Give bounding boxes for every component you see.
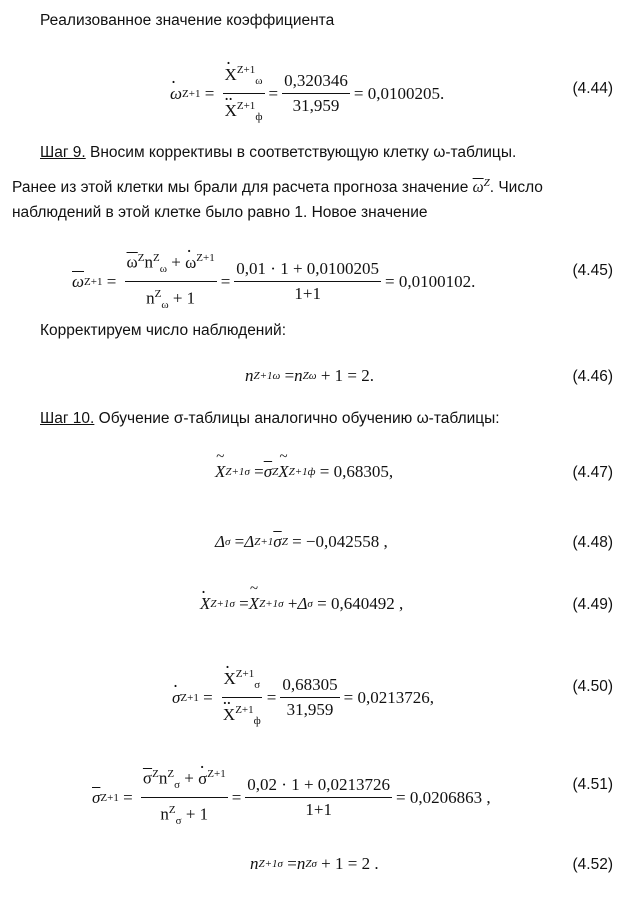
equation-4-51: $\overline{\sigma}$ Z+1 = $\frac{\overline{\sigma}^Zn^Z_\sigma + \cdot \sigma^{Z+1}}{n^Z_\sigma + 1}$ = $\frac{0,02 \cdot 1 + 0,0213726}{1+1}$ = 0,0206863 , (92, 764, 491, 831)
equation-4-45: $\overline{\omega}$ Z+1 = $\frac{\overline{\omega}^Zn^Z_\omega + \cdot \omega^{Z+1}}{n^Z_\omega + 1}$ = $\frac{0,01 \cdot 1 + 0,0100205}{1+1}$ = 0,0100102. (72, 248, 475, 315)
paragraph-correct-count: Корректируем число наблюдений: (40, 322, 286, 339)
equation-4-44: · ω Z+1 = · $X^{Z+1}_\omega$ ·· $X^{Z+1}_ф$ = $\frac{0,320346}{31,959}$ = 0,0100205. (170, 60, 444, 127)
equation-4-49: · X Z+1 σ = ~ X Z+1 σ + Δ σ = 0,640492 , (200, 594, 403, 614)
paragraph-step-10 (40, 408, 500, 430)
equation-number: (4.47) (572, 464, 613, 481)
paragraph-realized-value: Реализованное значение коэффициента (40, 12, 335, 29)
equation-number: (4.49) (572, 596, 613, 613)
equation-number: (4.44) (572, 80, 613, 97)
equation-4-50: · σ Z+1 = · $X^{Z+1}_\sigma$ ·· $X^{Z+1}_ф$ = $\frac{0,68305}{31,959}$ = 0,0213726, (172, 664, 434, 731)
paragraph-step-9-line2: Ранее из этой клетки мы брали для расчета прогноза значение $\overline{\omega}^Z$. Число (12, 177, 543, 197)
equation-number: (4.46) (572, 368, 613, 385)
paragraph-step-9-line3: наблюдений в этой клетке было равно 1. Новое значение (12, 204, 428, 221)
step-9-text: Вносим коррективы в соответствующую клетку ω-таблицы. (85, 144, 517, 161)
equation-number: (4.45) (572, 262, 613, 279)
equation-4-47: ~ X Z+1 σ = $\overline{\sigma}$ Z ~ X Z+1 ф = 0,68305, (215, 462, 393, 482)
equation-number: (4.52) (572, 856, 613, 873)
equation-4-46: n Z+1 ω = n Z ω + 1 = 2. (245, 366, 375, 385)
equation-4-48: Δ σ = Δ Z+1 $\overline{\sigma}$ Z = −0,042558 , (215, 532, 388, 551)
paragraph-step-9 (40, 142, 516, 164)
equation-4-52: n Z+1 σ = n Z σ + 1 = 2 . (250, 854, 379, 873)
equation-number: (4.48) (572, 534, 613, 551)
equation-number: (4.51) (572, 776, 613, 793)
equation-number: (4.50) (572, 678, 613, 695)
step-9-label: Шаг 9. (40, 144, 86, 161)
step-10-text: Обучение σ-таблицы аналогично обучению ω-таблицы: (94, 410, 500, 427)
step-10-label: Шаг 10. (40, 410, 95, 427)
